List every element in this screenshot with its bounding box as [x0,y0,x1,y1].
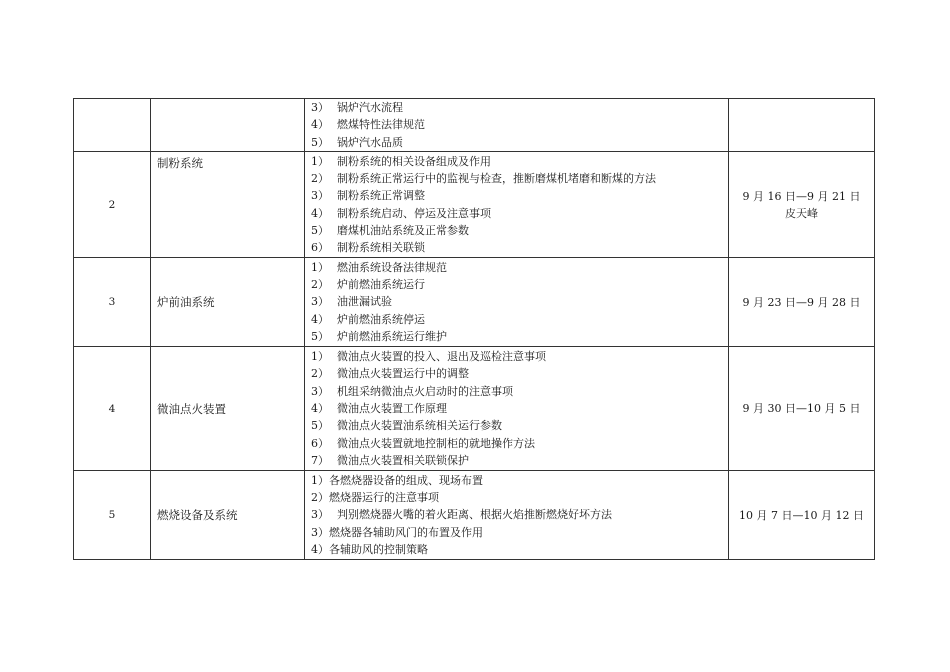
item-text: 燃烧器各辅助风门的布置及作用 [329,525,483,539]
item-text: 燃煤特性法律规范 [337,118,425,132]
item-text: 制粉系统正常运行中的监视与检查，推断磨煤机堵磨和断煤的方法 [337,171,656,185]
item-number: 3） [311,189,329,203]
schedule-dates: 10 月 7 日—10 月 12 日 [739,508,864,522]
list-item [311,489,724,506]
item-number: 5） [311,419,329,433]
item-number: 4） [311,543,329,557]
item-text: 磨煤机油站系统及正常参数 [337,224,469,238]
item-text: 各燃烧器设备的组成、现场布置 [329,473,483,487]
item-number: 4） [311,401,329,415]
list-item [311,417,724,434]
row-number: 2 [74,152,151,258]
item-text: 燃油系统设备法律规范 [337,260,447,274]
list-item [311,435,724,452]
item-text: 燃烧器运行的注意事项 [329,491,439,505]
item-text: 炉前燃油系统运行维护 [337,330,447,344]
item-text: 制粉系统相关联锁 [337,241,425,255]
table-row [74,347,875,471]
list-item [311,365,724,382]
item-number: 5） [311,135,329,149]
row-number [74,99,151,152]
item-number: 3） [311,295,329,309]
item-number: 1） [311,349,329,363]
list-item [311,293,724,310]
item-text: 各辅助风的控制策略 [329,543,428,557]
list-item [311,222,724,239]
table-row [74,99,875,152]
system-name: 制粉系统 [151,152,305,258]
list-item [311,472,724,489]
item-number: 7） [311,454,329,468]
table-row [74,471,875,560]
item-number: 3） [311,384,329,398]
item-text: 制粉系统正常调整 [337,189,425,203]
table-row [74,258,875,347]
schedule-cell [729,347,875,471]
table-row [74,152,875,258]
schedule-dates: 9 月 23 日—9 月 28 日 [742,295,861,309]
list-item [311,153,724,170]
item-number: 3） [311,101,329,114]
schedule-cell [729,99,875,152]
list-item [311,452,724,469]
item-text: 微油点火装置运行中的调整 [337,367,469,381]
list-item [311,506,724,523]
schedule-cell [729,152,875,258]
item-text: 微油点火装置的投入、退出及巡检注意事项 [337,349,546,363]
item-text: 制粉系统的相关设备组成及作用 [337,154,491,168]
list-item [311,328,724,345]
item-text: 微油点火装置工作原理 [337,401,447,415]
list-item [311,383,724,400]
row-number: 4 [74,347,151,471]
list-item [311,170,724,187]
list-item [311,276,724,293]
item-number: 5） [311,224,329,238]
item-text: 油泄漏试验 [337,295,392,309]
item-text: 机组采纳微油点火启动时的注意事项 [337,384,513,398]
training-schedule-table [73,98,875,560]
list-item [311,205,724,222]
list-item [311,116,724,133]
content-items [305,258,729,347]
list-item [311,311,724,328]
item-number: 2） [311,278,329,292]
item-text: 炉前燃油系统停运 [337,312,425,326]
list-item [311,348,724,365]
content-items [305,471,729,560]
list-item [311,134,724,151]
item-number: 4） [311,206,329,220]
item-text: 制粉系统启动、停运及注意事项 [337,206,491,220]
item-text: 锅炉汽水品质 [337,135,403,149]
schedule-cell [729,471,875,560]
system-name: 燃烧设备及系统 [151,471,305,560]
item-number: 6） [311,241,329,255]
item-number: 1） [311,260,329,274]
item-number: 2） [311,491,329,505]
schedule-instructor: 皮天峰 [785,206,818,220]
item-number: 2） [311,171,329,185]
system-name [151,99,305,152]
item-number: 5） [311,330,329,344]
item-text: 判别燃烧器火嘴的着火距离、根据火焰推断燃烧好坏方法 [337,508,612,522]
item-text: 微油点火装置油系统相关运行参数 [337,419,502,433]
list-item [311,400,724,417]
item-number: 3） [311,525,329,539]
item-text: 炉前燃油系统运行 [337,278,425,292]
list-item [311,541,724,558]
system-name: 炉前油系统 [151,258,305,347]
system-name: 微油点火装置 [151,347,305,471]
schedule-cell [729,258,875,347]
row-number: 5 [74,471,151,560]
list-item [311,524,724,541]
list-item [311,99,724,116]
item-number: 4） [311,118,329,132]
item-number: 1） [311,473,329,487]
item-number: 6） [311,436,329,450]
item-number: 4） [311,312,329,326]
schedule-dates: 9 月 16 日—9 月 21 日 [742,189,861,203]
content-items [305,152,729,258]
item-text: 锅炉汽水流程 [337,101,403,114]
list-item [311,259,724,276]
item-number: 1） [311,154,329,168]
list-item [311,239,724,256]
item-text: 微油点火装置就地控制柜的就地操作方法 [337,436,535,450]
schedule-dates: 9 月 30 日—10 月 5 日 [742,402,861,416]
content-items [305,347,729,471]
item-text: 微油点火装置相关联锁保护 [337,454,469,468]
row-number: 3 [74,258,151,347]
item-number: 2） [311,367,329,381]
item-number: 3） [311,508,329,522]
content-items [305,99,729,152]
list-item [311,187,724,204]
